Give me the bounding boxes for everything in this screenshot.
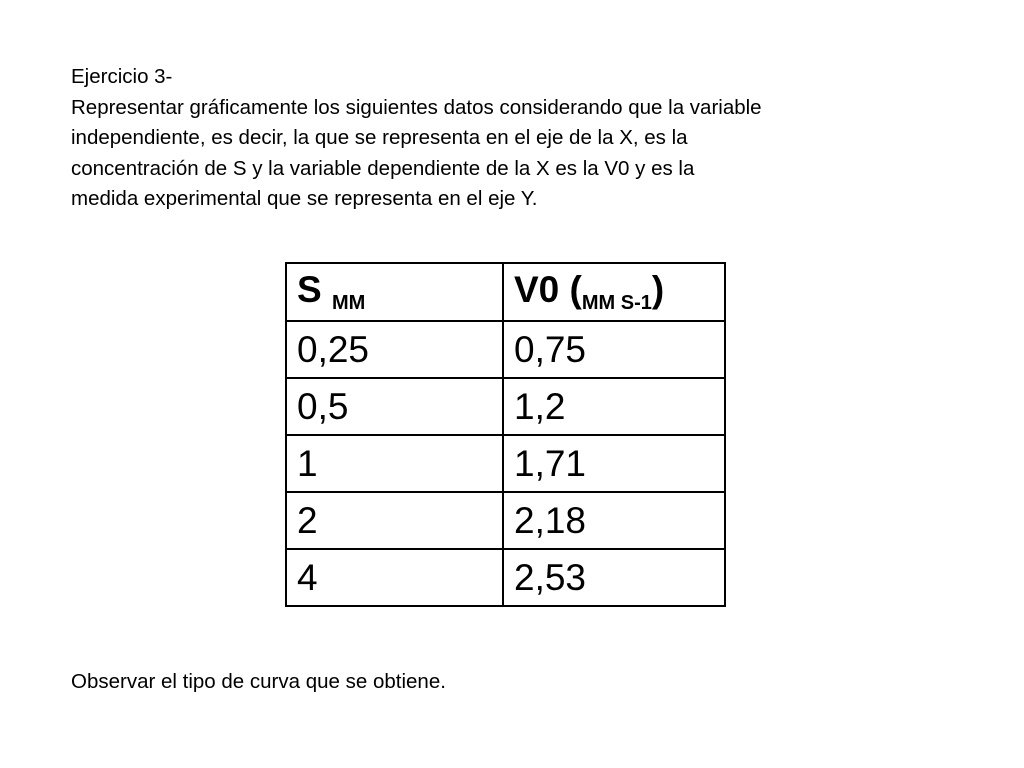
cell-s: 1 (286, 435, 503, 492)
cell-v0: 1,71 (503, 435, 725, 492)
table-header-row (286, 263, 725, 321)
exercise-line: concentración de S y la variable dependiente de la X es la V0 y es la (71, 156, 695, 180)
cell-v0: 1,2 (503, 378, 725, 435)
exercise-heading: Ejercicio 3- (71, 65, 173, 88)
footer-instruction: Observar el tipo de curva que se obtiene. (71, 670, 446, 693)
cell-s: 2 (286, 492, 503, 549)
data-table (285, 262, 726, 607)
exercise-statement (71, 62, 961, 215)
table-row (286, 435, 725, 492)
table-row (286, 321, 725, 378)
cell-v0: 2,53 (503, 549, 725, 606)
header-main: V0 ( (514, 269, 582, 310)
header-v0-velocity (503, 263, 725, 321)
table-row (286, 492, 725, 549)
cell-s: 0,25 (286, 321, 503, 378)
header-main: S (297, 269, 332, 310)
exercise-line: medida experimental que se representa en el eje Y. (71, 187, 538, 210)
table-row (286, 378, 725, 435)
header-s-concentration (286, 263, 503, 321)
cell-v0: 2,18 (503, 492, 725, 549)
cell-s: 4 (286, 549, 503, 606)
exercise-line: independiente, es decir, la que se representa en el eje de la X, es la (71, 126, 688, 149)
table-row (286, 549, 725, 606)
exercise-line: Representar gráficamente los siguientes datos considerando que la variable (71, 95, 762, 119)
cell-v0: 0,75 (503, 321, 725, 378)
header-tail: ) (651, 269, 665, 310)
header-unit: MM S-1 (581, 292, 652, 314)
header-unit: MM (331, 292, 366, 314)
cell-s: 0,5 (286, 378, 503, 435)
